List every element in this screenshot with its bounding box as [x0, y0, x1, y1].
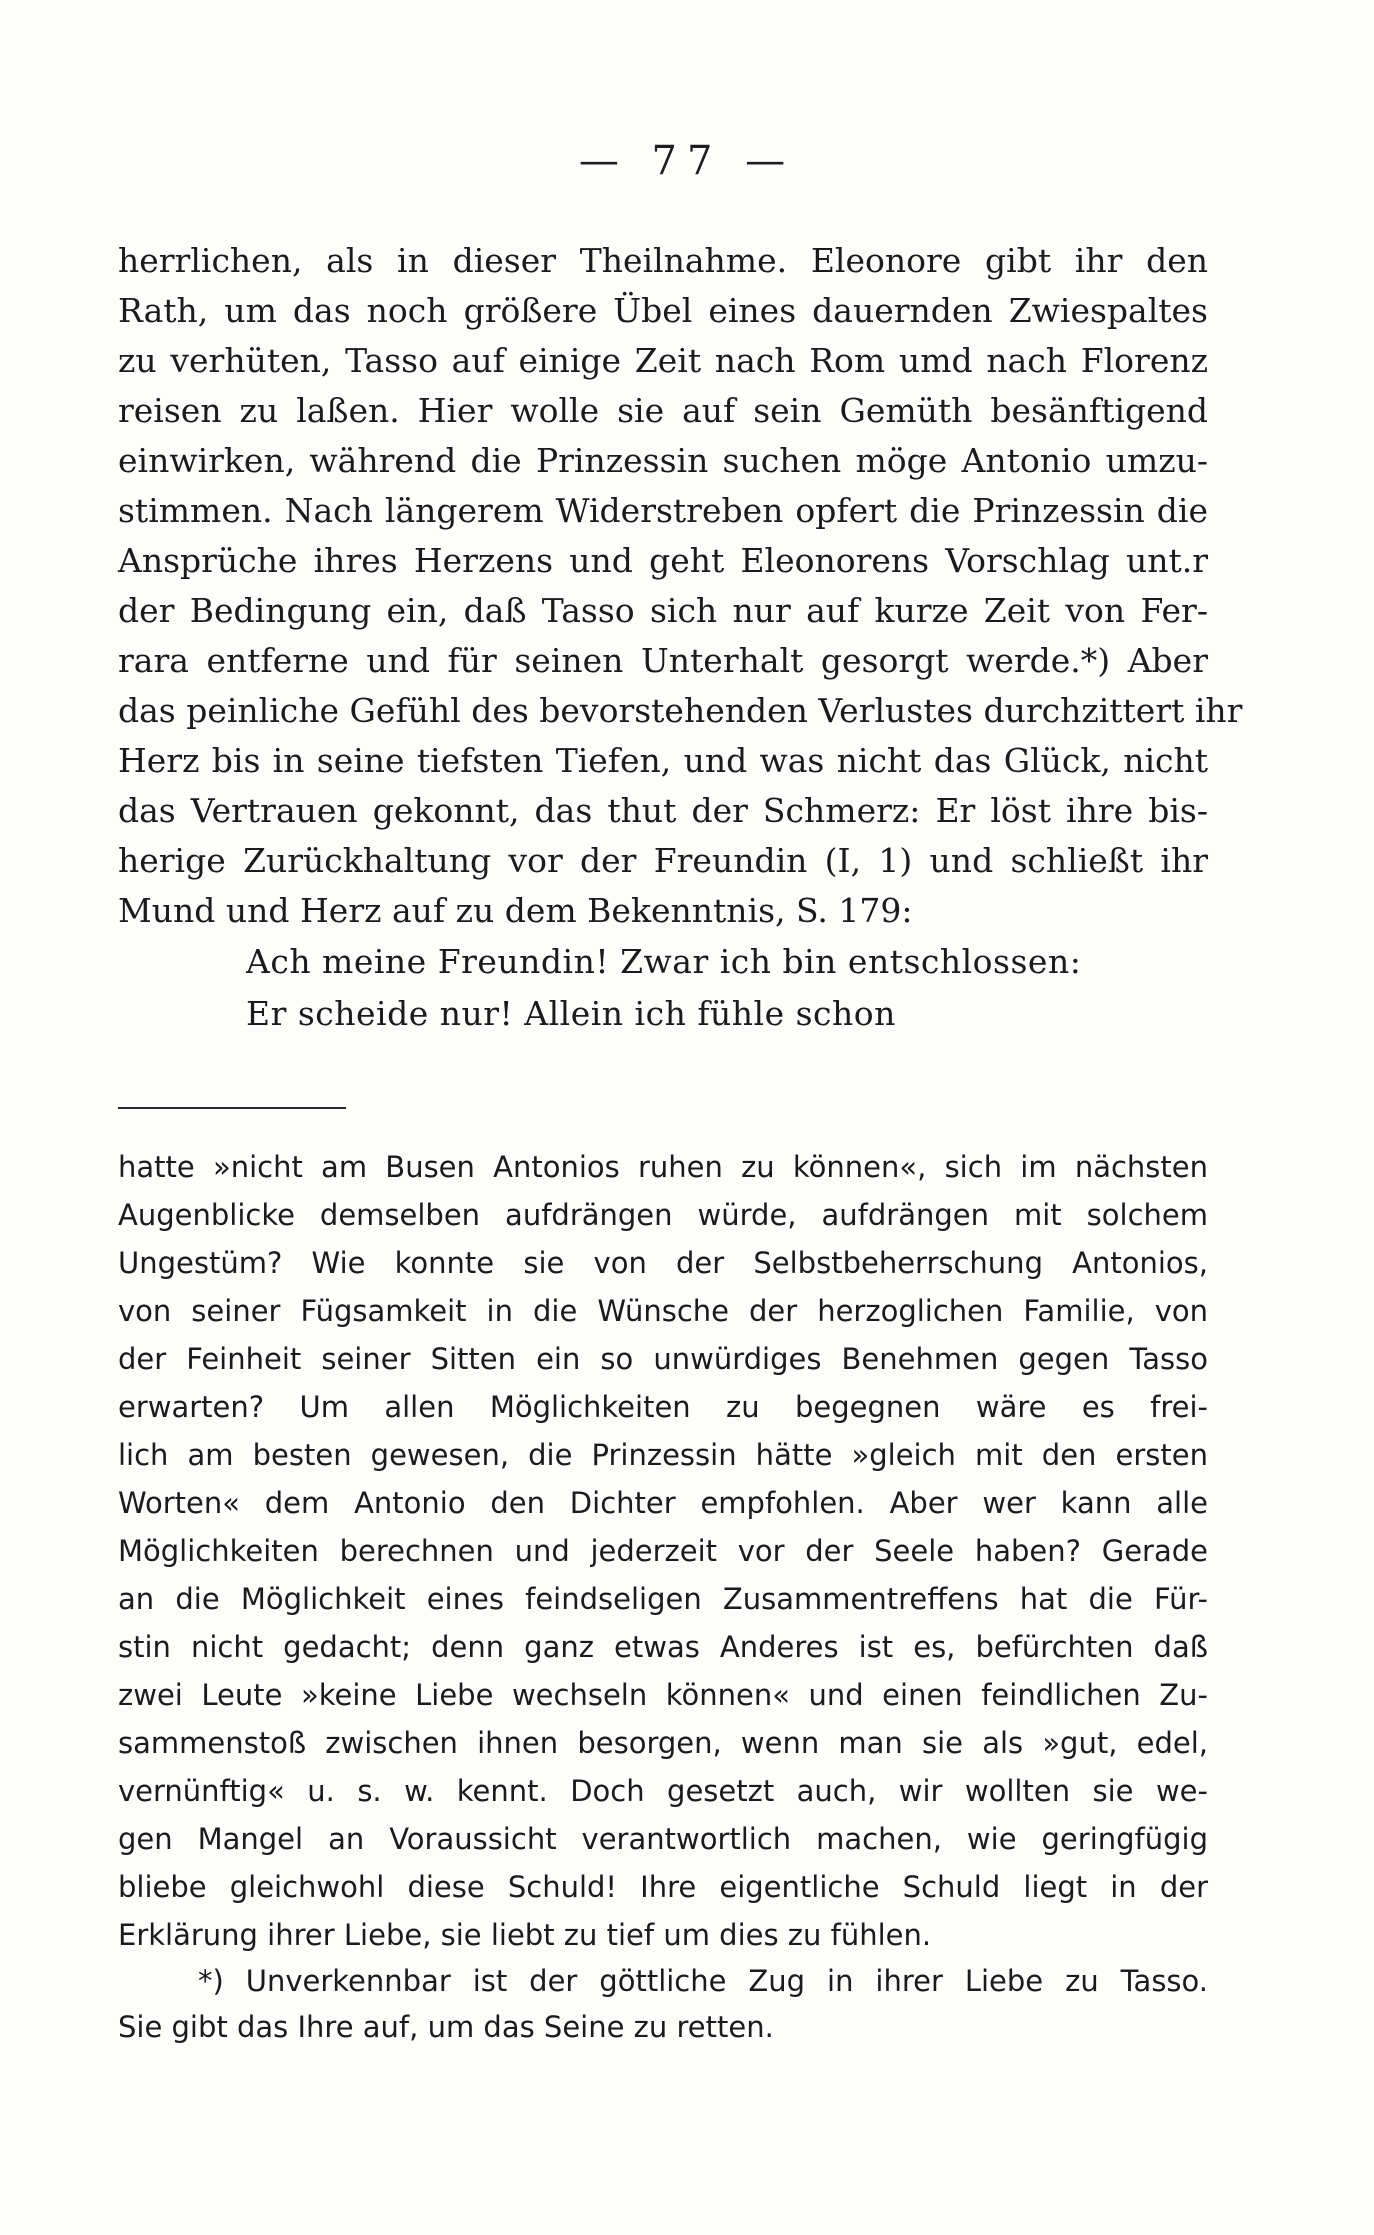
main-text-line: das Vertrauen gekonnt, das thut der Schmerz: Er löst ihre bis-	[118, 791, 1208, 830]
note-line: lich am besten gewesen, die Prinzessin hätte »gleich mit den ersten	[118, 1438, 1208, 1472]
footnote-divider	[118, 1107, 346, 1109]
note-line: vernünftig« u. s. w. kennt. Doch gesetzt auch, wir wollten sie we-	[118, 1774, 1208, 1808]
note-line: gen Mangel an Voraussicht verantwortlich machen, wie geringfügig	[118, 1822, 1208, 1856]
note-line: Augenblicke demselben aufdrängen würde, aufdrängen mit solchem	[118, 1198, 1208, 1232]
verse-line: Er scheide nur! Allein ich fühle schon	[246, 994, 896, 1033]
main-text-block	[118, 236, 1243, 1040]
note-continuation-block	[118, 1143, 1208, 1959]
main-text-line: rara entferne und für seinen Unterhalt gesorgt werde.*) Aber	[118, 641, 1208, 680]
main-text-line: Rath, um das noch größere Übel eines dauernden Zwiespaltes	[118, 291, 1208, 330]
main-text-line: Ansprüche ihres Herzens und geht Eleonorens Vorschlag unt.r	[118, 541, 1208, 580]
footnote-line: Sie gibt das Ihre auf, um das Seine zu retten.	[118, 2010, 774, 2044]
page-number: — 77 —	[578, 138, 796, 184]
main-text-line: Herz bis in seine tiefsten Tiefen, und was nicht das Glück, nicht	[118, 741, 1208, 780]
main-text-line: der Bedingung ein, daß Tasso sich nur auf kurze Zeit von Fer-	[118, 591, 1208, 630]
main-text-line: reisen zu laßen. Hier wolle sie auf sein Gemüth besänftigend	[118, 391, 1208, 430]
verse-line: Ach meine Freundin! Zwar ich bin entschlossen:	[246, 942, 1082, 981]
note-line: Möglichkeiten berechnen und jederzeit vor der Seele haben? Gerade	[118, 1534, 1208, 1568]
main-text-line: einwirken, während die Prinzessin suchen möge Antonio umzu-	[118, 441, 1208, 480]
note-line: Erklärung ihrer Liebe, sie liebt zu tief um dies zu fühlen.	[118, 1918, 932, 1952]
note-line: Ungestüm? Wie konnte sie von der Selbstbeherrschung Antonios,	[118, 1246, 1208, 1280]
note-line: sammenstoß zwischen ihnen besorgen, wenn man sie als »gut, edel,	[118, 1726, 1208, 1760]
note-line: zwei Leute »keine Liebe wechseln können« und einen feindlichen Zu-	[118, 1678, 1208, 1712]
note-line: bliebe gleichwohl diese Schuld! Ihre eigentliche Schuld liegt in der	[118, 1870, 1208, 1904]
footnote-line: *) Unverkennbar ist der göttliche Zug in ihrer Liebe zu Tasso.	[198, 1964, 1208, 1998]
note-line: an die Möglichkeit eines feindseligen Zusammentreffens hat die Für-	[118, 1582, 1208, 1616]
note-line: stin nicht gedacht; denn ganz etwas Anderes ist es, befürchten daß	[118, 1630, 1208, 1664]
note-line: der Feinheit seiner Sitten ein so unwürdiges Benehmen gegen Tasso	[118, 1342, 1208, 1376]
main-text-line: zu verhüten, Tasso auf einige Zeit nach Rom umd nach Florenz	[118, 341, 1208, 380]
footnote	[118, 1958, 1208, 2050]
note-line: hatte »nicht am Busen Antonios ruhen zu können«, sich im nächsten	[118, 1150, 1208, 1184]
note-line: von seiner Fügsamkeit in die Wünsche der herzoglichen Familie, von	[118, 1294, 1208, 1328]
main-text-line: herige Zurückhaltung vor der Freundin (I, 1) und schließt ihr	[118, 841, 1208, 880]
main-text-line: herrlichen, als in dieser Theilnahme. Eleonore gibt ihr den	[118, 241, 1208, 280]
note-line: Worten« dem Antonio den Dichter empfohlen. Aber wer kann alle	[118, 1486, 1208, 1520]
main-text-line: Mund und Herz auf zu dem Bekenntnis, S. 179:	[118, 891, 913, 930]
main-text-line: stimmen. Nach längerem Widerstreben opfert die Prinzessin die	[118, 491, 1208, 530]
note-line: erwarten? Um allen Möglichkeiten zu begegnen wäre es frei-	[118, 1390, 1208, 1424]
main-text-line: das peinliche Gefühl des bevorstehenden Verlustes durchzittert ihr	[118, 691, 1243, 730]
